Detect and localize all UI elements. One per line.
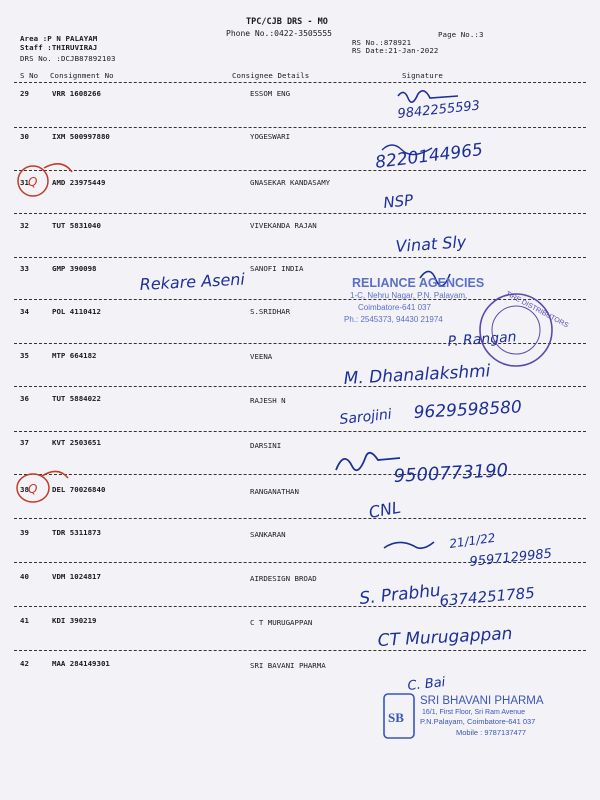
handwritten-signature-34: P. Rangan bbox=[447, 329, 518, 350]
handwritten-date-39: 21/1/22 bbox=[448, 530, 497, 551]
handwritten-signature-40: S. Prabhu bbox=[358, 580, 442, 609]
handwritten-phone-29: 9842255593 bbox=[396, 98, 481, 122]
bhavani-stamp-name: SRI BHAVANI PHARMA bbox=[420, 695, 544, 707]
red-circle-letter-38: Q bbox=[28, 482, 38, 496]
row-sno: 39 bbox=[20, 528, 29, 537]
bhavani-logo-letters: SB bbox=[388, 710, 404, 725]
row-sno: 38 bbox=[20, 485, 29, 494]
document-title: TPC/CJB DRS - MO bbox=[246, 17, 328, 27]
staff-label: Staff :THIRUVIRAJ bbox=[20, 43, 98, 52]
handwritten-signature-38: CNL bbox=[367, 497, 403, 522]
handwritten-phone-39: 9597129985 bbox=[468, 546, 553, 570]
handwritten-name-35: M. Dhanalakshmi bbox=[343, 361, 491, 389]
col-consignee-header: Consignee Details bbox=[232, 71, 310, 80]
handwritten-phone-40: 6374251785 bbox=[438, 583, 536, 610]
row-sno: 37 bbox=[20, 438, 29, 447]
row-sno: 32 bbox=[20, 221, 29, 230]
red-circle-letter-31: Q bbox=[28, 175, 38, 189]
row-sno: 42 bbox=[20, 659, 29, 668]
row-consignee: RAJESH N bbox=[250, 396, 286, 405]
row-consignee: DARSINI bbox=[250, 441, 282, 450]
col-signature-header: Signature bbox=[402, 71, 443, 80]
area-label: Area :P N PALAYAM bbox=[20, 34, 98, 43]
col-sno-header: S No bbox=[20, 71, 39, 80]
round-seal-text: TIRE DISTRIBUTORS bbox=[504, 290, 570, 330]
bhavani-stamp-line3: Mobile : 9787137477 bbox=[456, 728, 527, 737]
row-consignment: TDR 5311873 bbox=[52, 528, 101, 537]
row-consignee: YOGESWARI bbox=[250, 132, 291, 141]
handwritten-signature-31: NSP bbox=[382, 190, 415, 212]
handwritten-signature-41: CT Murugappan bbox=[377, 623, 513, 651]
handwritten-signature-42: C. Bai bbox=[406, 675, 447, 694]
row-consignment: VRR 1608266 bbox=[52, 89, 101, 98]
rs-date: RS Date:21-Jan-2022 bbox=[352, 46, 439, 55]
row-sno: 36 bbox=[20, 394, 29, 403]
row-consignment: IXM 500997880 bbox=[52, 132, 110, 141]
row-consignment: TUT 5831040 bbox=[52, 221, 101, 230]
row-consignee: SANKARAN bbox=[250, 530, 286, 539]
handwritten-phone-35: 9629598580 bbox=[413, 397, 523, 423]
page-number: Page No.:3 bbox=[438, 30, 484, 39]
row-consignment: GMP 390098 bbox=[52, 264, 97, 273]
handwritten-signature-32: Vinat Sly bbox=[394, 232, 467, 256]
row-consignee: AIRDESIGN BROAD bbox=[250, 574, 317, 583]
row-consignee: SANOFI INDIA bbox=[250, 264, 304, 273]
col-consignment-header: Consignment No bbox=[50, 71, 114, 80]
row-consignee: RANGANATHAN bbox=[250, 487, 299, 496]
phone-number: Phone No.:0422-3505555 bbox=[226, 29, 332, 38]
reliance-stamp-line3: Ph.: 2545373, 94430 21974 bbox=[344, 315, 443, 324]
row-consignment: MTP 664182 bbox=[52, 351, 97, 360]
bhavani-stamp-line1: 16/1, First Floor, Sri Ram Avenue bbox=[422, 709, 525, 716]
handwritten-signature-36: Sarojini bbox=[338, 406, 393, 428]
row-sno: 35 bbox=[20, 351, 29, 360]
signature-scribble-39 bbox=[384, 542, 434, 548]
drs-number: DRS No. :DCJB87892103 bbox=[20, 54, 116, 63]
reliance-stamp-line1: 1-C, Nehru Nagar, P.N. Palayam, bbox=[350, 291, 468, 300]
sri-bhavani-pharma-stamp bbox=[384, 694, 544, 738]
row-consignee: ESSOM ENG bbox=[250, 89, 291, 98]
reliance-stamp-name: RELIANCE AGENCIES bbox=[352, 276, 485, 290]
row-sno: 33 bbox=[20, 264, 29, 273]
row-consignee: S.SRIDHAR bbox=[250, 307, 291, 316]
handwritten-phone-30: 8220144965 bbox=[374, 139, 484, 173]
row-consignee: VIVEKANDA RAJAN bbox=[250, 221, 317, 230]
row-sno: 31 bbox=[20, 178, 29, 187]
row-sno: 30 bbox=[20, 132, 29, 141]
row-consignment: AMD 23975449 bbox=[52, 178, 106, 187]
row-consignment: VDM 1024817 bbox=[52, 572, 101, 581]
signature-scribble-29 bbox=[398, 91, 458, 102]
red-tick-38 bbox=[42, 471, 68, 478]
row-consignment: KVT 2503651 bbox=[52, 438, 101, 447]
row-sno: 40 bbox=[20, 572, 29, 581]
row-consignment: POL 4110412 bbox=[52, 307, 101, 316]
row-consignment: TUT 5884022 bbox=[52, 394, 101, 403]
row-consignee: GNASEKAR KANDASAMY bbox=[250, 178, 331, 187]
row-consignee: VEENA bbox=[250, 352, 273, 361]
reliance-stamp-line2: Coimbatore-641 037 bbox=[358, 303, 431, 312]
rs-number: RS No.:878921 bbox=[352, 38, 412, 47]
signature-scribble-37 bbox=[336, 453, 400, 470]
handwritten-phone-37: 9500773190 bbox=[393, 460, 509, 487]
row-sno: 29 bbox=[20, 89, 29, 98]
bhavani-stamp-line2: P.N.Palayam, Coimbatore-641 037 bbox=[420, 717, 536, 726]
reliance-agencies-stamp bbox=[344, 276, 570, 366]
red-tick-31 bbox=[44, 164, 72, 172]
row-consignment: MAA 284149301 bbox=[52, 659, 110, 668]
row-sno: 34 bbox=[20, 307, 29, 316]
row-consignment: DEL 70026840 bbox=[52, 485, 106, 494]
handwritten-name-33: Rekare Aseni bbox=[139, 269, 246, 294]
row-consignee: C T MURUGAPPAN bbox=[250, 618, 313, 627]
row-consignment: KDI 390219 bbox=[52, 616, 97, 625]
row-consignee: SRI BAVANI PHARMA bbox=[250, 661, 326, 670]
row-sno: 41 bbox=[20, 616, 29, 625]
